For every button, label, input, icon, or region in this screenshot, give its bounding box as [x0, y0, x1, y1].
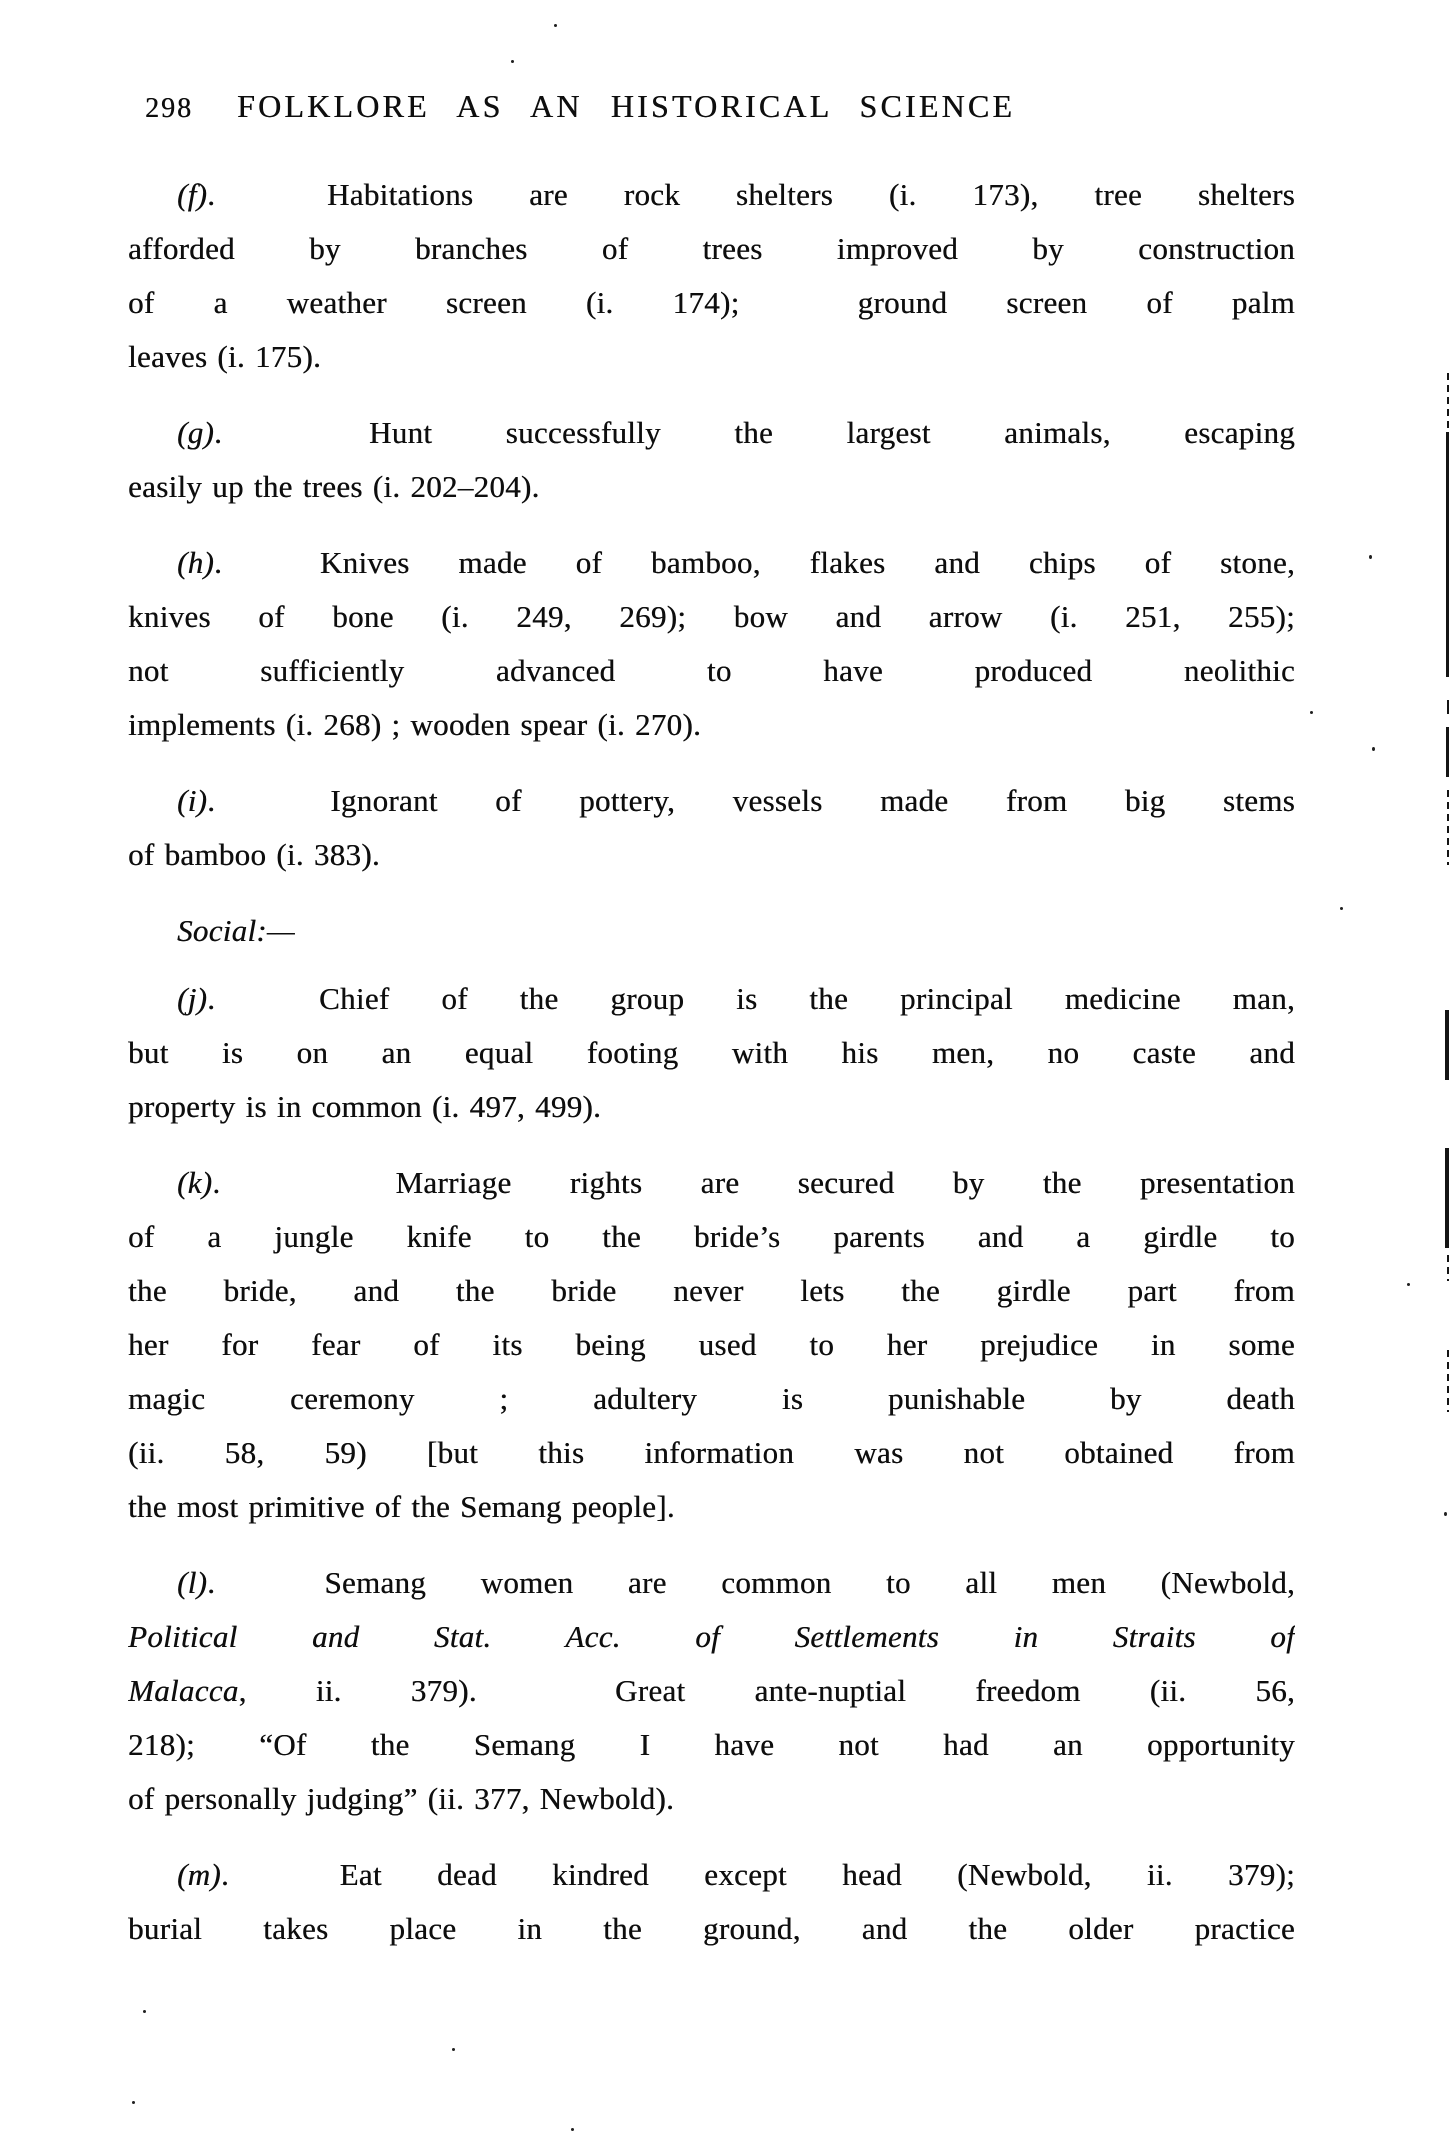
text-line	[128, 1848, 1295, 1902]
book-title-line: Political and Stat. Acc. of Settlements in Straits of	[128, 1619, 1295, 1654]
scan-artifact-line	[1447, 373, 1449, 428]
text-line	[128, 1664, 1295, 1718]
text-line	[128, 774, 1295, 828]
line-text: . Chief of the group is the principal medicine man,	[207, 981, 1295, 1016]
item-letter: (f)	[177, 177, 208, 212]
scan-artifact-line	[1447, 1350, 1449, 1412]
text-line: knives of bone (i. 249, 269); bow and arrow (i. 251, 255);	[128, 599, 1295, 634]
text-line: of bamboo (i. 383).	[128, 837, 380, 872]
paragraph-h	[128, 536, 1295, 752]
scan-speck	[511, 60, 514, 63]
line-text: . Knives made of bamboo, flakes and chips of stone,	[214, 545, 1295, 580]
text-line	[128, 1156, 1295, 1210]
text-line: afforded by branches of trees improved by construction	[128, 231, 1295, 266]
scan-artifact-line	[1447, 1255, 1449, 1281]
scan-speck	[132, 2101, 135, 2104]
social-heading: Social:—	[177, 913, 295, 948]
item-letter: (l)	[177, 1565, 208, 1600]
item-letter: (g)	[177, 415, 215, 450]
text-line: of a jungle knife to the bride’s parents and a girdle to	[128, 1219, 1295, 1254]
scan-artifact-line	[1447, 790, 1449, 865]
text-line: property is in common (i. 497, 499).	[128, 1089, 602, 1124]
paragraph-f	[128, 168, 1295, 384]
scan-speck	[571, 2128, 574, 2131]
text-line: 218); “Of the Semang I have not had an opportunity	[128, 1727, 1295, 1762]
scan-speck	[1372, 747, 1375, 751]
page-number: 298	[145, 93, 193, 124]
paragraph-j	[128, 972, 1295, 1134]
line-text: . Hunt successfully the largest animals, escaping	[214, 415, 1295, 450]
text-line: magic ceremony ; adultery is punishable by death	[128, 1381, 1295, 1416]
scan-speck	[1407, 1283, 1410, 1286]
line-text: . Eat dead kindred except head (Newbold, ii. 379);	[220, 1857, 1295, 1892]
scan-speck	[1369, 555, 1372, 559]
text-line	[128, 1556, 1295, 1610]
text-line: implements (i. 268) ; wooden spear (i. 270).	[128, 707, 702, 742]
text-line	[128, 168, 1295, 222]
text-line: of a weather screen (i. 174); ground screen of palm	[128, 285, 1295, 320]
line-text: . Ignorant of pottery, vessels made from big stems	[207, 783, 1295, 818]
item-letter: (j)	[177, 981, 208, 1016]
scan-artifact-line	[1447, 700, 1449, 714]
scan-speck	[1340, 907, 1343, 910]
paragraph-m	[128, 1848, 1295, 1956]
scan-artifact-line	[1446, 432, 1449, 677]
line-text: . Habitations are rock shelters (i. 173), tree shelters	[207, 177, 1295, 212]
item-letter: (h)	[177, 545, 215, 580]
item-letter: (i)	[177, 783, 208, 818]
scan-speck	[1310, 711, 1313, 714]
text-line: not sufficiently advanced to have produced neolithic	[128, 653, 1295, 688]
line-text: , ii. 379). Great ante-nuptial freedom (ii. 56,	[238, 1673, 1295, 1708]
scan-speck	[143, 2010, 146, 2013]
text-line: her for fear of its being used to her prejudice in some	[128, 1327, 1295, 1362]
text-line: (ii. 58, 59) [but this information was not obtained from	[128, 1435, 1295, 1470]
text-line	[128, 536, 1295, 590]
scan-artifact-line	[1446, 727, 1449, 777]
text-line	[128, 972, 1295, 1026]
text-line: the most primitive of the Semang people].	[128, 1489, 675, 1524]
line-text: . Marriage rights are secured by the presentation	[212, 1165, 1295, 1200]
book-title-word: Malacca	[128, 1673, 239, 1708]
text-line	[128, 406, 1295, 460]
scan-artifact-line	[1445, 1010, 1449, 1080]
text-line: the bride, and the bride never lets the girdle part from	[128, 1273, 1295, 1308]
item-letter: (m)	[177, 1857, 221, 1892]
text-line: leaves (i. 175).	[128, 339, 322, 374]
line-text: . Semang women are common to all men (Newbold,	[207, 1565, 1295, 1600]
text-line: of personally judging” (ii. 377, Newbold).	[128, 1781, 675, 1816]
section-heading-social	[128, 904, 1295, 958]
scan-artifact-line	[1445, 1148, 1449, 1248]
running-head	[145, 88, 1345, 125]
item-letter: (k)	[177, 1165, 213, 1200]
scan-speck	[554, 24, 557, 27]
text-column	[128, 168, 1295, 1956]
paragraph-k	[128, 1156, 1295, 1534]
scan-speck	[1444, 1512, 1447, 1516]
page-title: FOLKLORE AS AN HISTORICAL SCIENCE	[237, 88, 1016, 124]
text-line: easily up the trees (i. 202–204).	[128, 469, 540, 504]
text-line: burial takes place in the ground, and the older practice	[128, 1911, 1295, 1946]
paragraph-i	[128, 774, 1295, 882]
scan-speck	[452, 2048, 455, 2051]
text-line: but is on an equal footing with his men, no caste and	[128, 1035, 1295, 1070]
paragraph-g	[128, 406, 1295, 514]
paragraph-l	[128, 1556, 1295, 1826]
